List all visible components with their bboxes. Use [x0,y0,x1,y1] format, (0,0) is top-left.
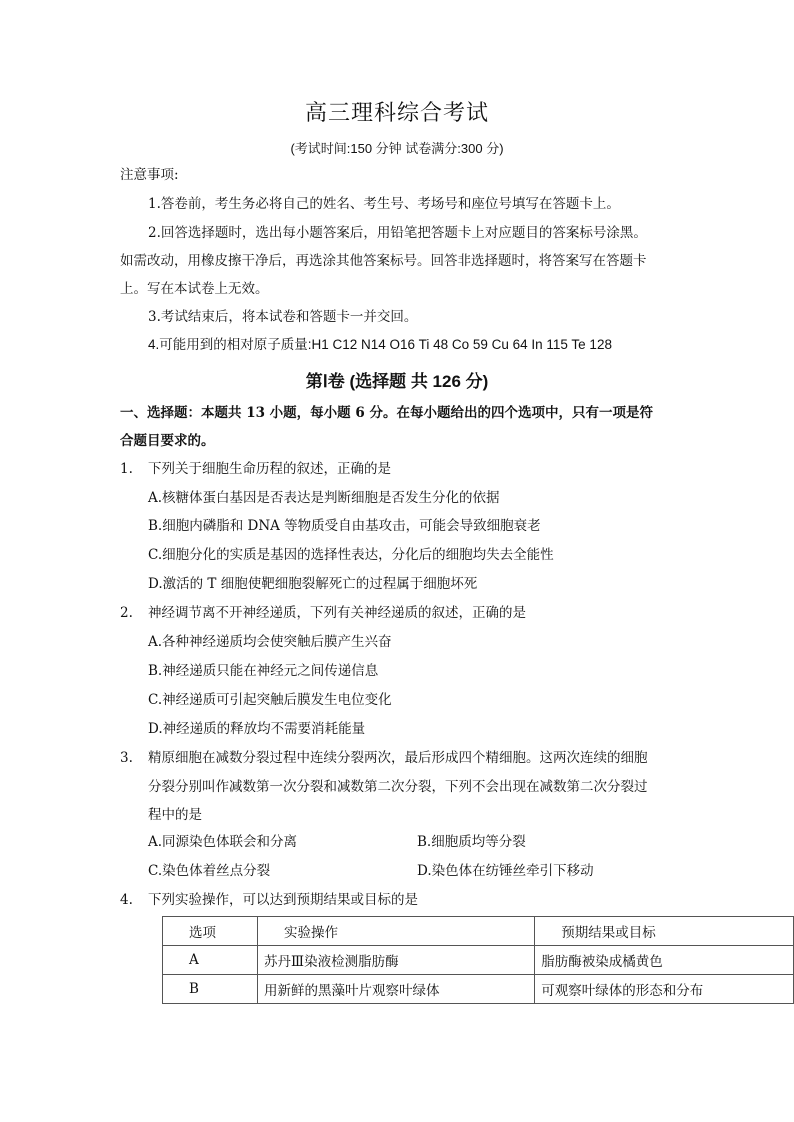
note-item-2-line-3: 上。写在本试卷上无效。 [120,281,269,297]
question-number: 2. [120,605,133,621]
question-stem-line-1: 精原细胞在减数分裂过程中连续分裂两次，最后形成四个精细胞。这两次连续的细胞 [148,750,648,766]
option-a: A.同源染色体联会和分离 [148,834,298,850]
question-stem: 下列关于细胞生命历程的叙述，正确的是 [148,461,391,477]
table-cell: 可观察叶绿体的形态和分布 [535,975,794,1004]
question-stem-line-2: 分裂分别叫作减数第一次分裂和减数第二次分裂，下列不会出现在减数第二次分裂过 [148,779,648,795]
note-item-4: 4.可能用到的相对原子质量:H1 C12 N14 O16 Ti 48 Co 59 Cu 64 In 115 Te 128 [148,337,612,352]
question-stem-line-3: 程中的是 [148,807,202,823]
table-cell: B [163,975,258,1004]
option-d: D.神经递质的释放均不需要消耗能量 [148,721,366,737]
question-number: 1. [120,461,133,477]
table-header-cell: 实验操作 [258,917,535,946]
option-b: B.细胞内磷脂和 DNA 等物质受自由基攻击，可能会导致细胞衰老 [148,518,541,534]
option-c: C.神经递质可引起突触后膜发生电位变化 [148,692,392,708]
note-item-2-line-1: 2.回答选择题时，选出每小题答案后，用铅笔把答题卡上对应题目的答案标号涂黑。 [148,225,647,241]
option-a: A.各种神经递质均会使突触后膜产生兴奋 [148,634,392,650]
exam-title: 高三理科综合考试 [304,101,489,126]
part-one-heading: 第Ⅰ卷 (选择题 共 126 分) [305,372,489,391]
table-cell: A [163,946,258,975]
table-header-cell: 预期结果或目标 [535,917,794,946]
experiment-table [162,916,794,1004]
table-header-cell: 选项 [163,917,258,946]
table-cell: 苏丹Ⅲ染液检测脂肪酶 [258,946,535,975]
option-b: B.神经递质只能在神经元之间传递信息 [148,663,379,679]
note-item-1: 1.答卷前，考生务必将自己的姓名、考生号、考场号和座位号填写在答题卡上。 [148,196,620,212]
option-c: C.染色体着丝点分裂 [148,863,271,879]
table-cell: 用新鲜的黑藻叶片观察叶绿体 [258,975,535,1004]
question-stem: 神经调节离不开神经递质，下列有关神经递质的叙述，正确的是 [148,605,526,621]
option-d: D.激活的 T 细胞使靶细胞裂解死亡的过程属于细胞坏死 [148,576,478,592]
table-row [163,975,794,1004]
option-b: B.细胞质均等分裂 [417,834,526,850]
table-header-row [163,917,794,946]
option-d: D.染色体在纺锤丝牵引下移动 [417,863,594,879]
exam-subtitle: (考试时间:150 分钟 试卷满分:300 分) [290,141,504,156]
section-instruction-line-2: 合题目要求的。 [120,433,215,449]
table-row [163,946,794,975]
question-stem: 下列实验操作，可以达到预期结果或目标的是 [148,892,418,908]
option-c: C.细胞分化的实质是基因的选择性表达，分化后的细胞均失去全能性 [148,547,554,563]
notes-heading: 注意事项: [120,167,179,183]
note-item-3: 3.考试结束后，将本试卷和答题卡一并交回。 [148,309,418,325]
question-number: 3. [120,750,133,766]
option-a: A.核糖体蛋白基因是否表达是判断细胞是否发生分化的依据 [148,490,500,506]
note-item-2-line-2: 如需改动，用橡皮擦干净后，再选涂其他答案标号。回答非选择题时，将答案写在答题卡 [120,253,647,269]
section-instruction-line-1: 一、选择题：本题共 13 小题，每小题 6 分。在每小题给出的四个选项中，只有一项是符 [120,405,653,421]
question-number: 4. [120,892,133,908]
table-cell: 脂肪酶被染成橘黄色 [535,946,794,975]
